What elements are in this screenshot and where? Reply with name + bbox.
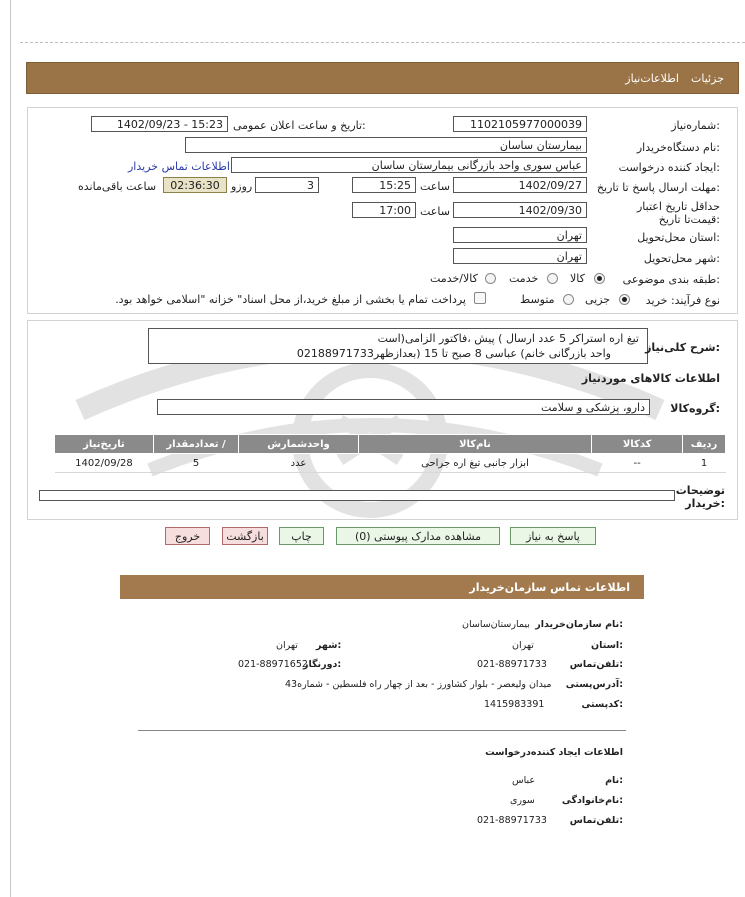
col-goods-name: نام‌کالا: [358, 435, 591, 454]
col-unit: واحدشمارش: [239, 435, 359, 454]
print-button[interactable]: چاپ: [279, 527, 324, 545]
creator-phone-value: 021-88971733: [477, 815, 547, 826]
need-number-label: شماره‌نیاز:: [671, 119, 720, 132]
goods-table: [54, 434, 726, 473]
goods-section-title: اطلاعات کالاهای موردنیاز: [581, 372, 720, 385]
fax-label: دورنگار:: [303, 659, 342, 670]
announce-label: تاریخ و ساعت اعلان عمومی:: [233, 119, 366, 132]
deadline-label: مهلت ارسال پاسخ تا تاریخ:: [596, 181, 720, 194]
postal-label: کد‌پستی:: [581, 699, 623, 710]
contact-section-title: اطلاعات تماس سازمان‌خریدار: [469, 581, 630, 594]
description-line-1: تیغ اره استراکر 5 عدد ارسال ) پیش ،فاکتور الزامی(است: [377, 332, 639, 345]
name-value: عباس: [512, 775, 536, 786]
deadline-time-label: ساعت: [420, 180, 450, 193]
cell-row: 1: [683, 454, 726, 473]
view-documents-button[interactable]: مشاهده مدارک پیوستی (0): [336, 527, 500, 545]
creator-phone-label: تلفن‌تماس:: [569, 815, 623, 826]
price-validity-time-label: ساعت: [420, 205, 450, 218]
table-row[interactable]: [55, 454, 726, 473]
need-info-link[interactable]: اطلاعات‌نیاز: [625, 72, 679, 85]
description-label: شرح کلی‌نیاز:: [645, 341, 720, 354]
family-label: نام‌خانوادگی:: [561, 795, 623, 806]
org-label: نام سازمان‌خریدار:: [535, 619, 623, 630]
process-label: نوع فرآیند: خرید: [645, 294, 720, 307]
contact-province-label: استان:: [591, 640, 623, 651]
fax-value: 021-88971652: [238, 659, 308, 670]
postal-value: 1415983391: [484, 699, 545, 710]
page-header: [26, 62, 739, 94]
creator-field: عباس سوری واحد بازرگانی بیمارستان ساسان: [231, 157, 587, 173]
buyer-org-field: بیمارستان ساسان: [185, 137, 587, 153]
days-label: روزو: [231, 180, 253, 193]
city-field: تهران: [453, 248, 587, 264]
description-line-2: واحد بازرگانی خانم) عباسی 8 صبح تا 15 (بعدازظهر02188971733: [296, 347, 611, 360]
details-link[interactable]: جزئیات: [691, 72, 724, 85]
cell-goods-code: --: [592, 454, 683, 473]
process-partial-radio[interactable]: [619, 294, 630, 305]
exit-button[interactable]: خروج: [165, 527, 210, 545]
reply-button[interactable]: پاسخ به نیاز: [510, 527, 596, 545]
address-label: آدرس‌پستی:: [565, 679, 623, 690]
category-service-label: خدمت: [509, 272, 539, 285]
contact-province-value: تهران: [512, 640, 534, 651]
process-medium-radio[interactable]: [563, 294, 574, 305]
name-label: نام:: [605, 775, 623, 786]
city-label: شهر محل‌تحویل:: [643, 252, 720, 265]
remaining-label: ساعت باقی‌مانده: [78, 180, 157, 193]
category-goods-radio[interactable]: [594, 273, 605, 284]
category-service-radio[interactable]: [547, 273, 558, 284]
goods-table-header: [55, 435, 726, 454]
back-button[interactable]: بازگشت: [222, 527, 268, 545]
buyer-org-label: نام دستگاه‌خریدار:: [636, 141, 720, 154]
deadline-time-field: 15:25: [352, 177, 416, 193]
need-number-field: 1102105977000039: [453, 116, 587, 132]
contact-divider: [138, 730, 626, 731]
goods-group-field: دارو، پزشکی و سلامت: [157, 399, 650, 415]
buyer-contact-link[interactable]: اطلاعات تماس خریدار: [128, 160, 230, 173]
contact-section-header: [120, 575, 644, 599]
remaining-timer: 02:36:30: [163, 177, 227, 193]
price-validity-label: حداقل تاریخ اعتبار قیمت‌تا تاریخ:: [636, 200, 720, 226]
col-goods-code: کدکالا: [592, 435, 683, 454]
top-divider: [20, 42, 745, 43]
buyer-notes-field: [39, 490, 675, 501]
phone-value: 021-88971733: [477, 659, 547, 670]
col-row: ردیف: [683, 435, 726, 454]
price-validity-date-field: 1402/09/30: [453, 202, 587, 218]
address-value: میدان ولیعصر - بلوار کشاورز - بعد از چهار راه فلسطین - شماره43: [285, 679, 552, 690]
cell-goods-name: ابزار جانبی تیغ اره جراحی: [358, 454, 591, 473]
creator-section-title: اطلاعات ایجاد کننده‌درخواست: [485, 747, 623, 758]
org-value: بیمارستان‌ساسان: [462, 619, 530, 630]
province-label: استان محل‌تحویل:: [637, 231, 720, 244]
category-goods-label: کالا: [570, 272, 585, 285]
treasury-payment-note: پرداخت تمام یا بخشی از مبلغ خرید،از محل اسناد" خزانه "اسلامی خواهد بود.: [115, 293, 466, 306]
days-field: 3: [255, 177, 319, 193]
category-both-radio[interactable]: [485, 273, 496, 284]
cell-unit: عدد: [239, 454, 359, 473]
category-label: طبقه بندی موضوعی:: [622, 273, 720, 286]
province-field: تهران: [453, 227, 587, 243]
buyer-notes-label: توضیحات خریدار:: [675, 484, 725, 510]
goods-group-label: گروه‌کالا:: [670, 402, 720, 415]
col-quantity: تعدادمقدار /: [153, 435, 238, 454]
contact-city-value: تهران: [276, 640, 298, 651]
creator-label: ایجاد کننده درخواست:: [618, 161, 720, 174]
cell-need-date: 1402/09/28: [55, 454, 154, 473]
category-both-label: کالا/خدمت: [430, 272, 478, 285]
description-box: [148, 328, 648, 364]
left-border: [10, 0, 11, 897]
process-partial-label: جزیی: [585, 293, 611, 306]
deadline-date-field: 1402/09/27: [453, 177, 587, 193]
price-validity-time-field: 17:00: [352, 202, 416, 218]
announce-field: 1402/09/23 - 15:23: [91, 116, 228, 132]
phone-label: تلفن‌تماس:: [569, 659, 623, 670]
cell-quantity: 5: [153, 454, 238, 473]
treasury-payment-checkbox[interactable]: [474, 292, 486, 304]
process-medium-label: متوسط: [520, 293, 555, 306]
contact-city-label: شهر:: [316, 640, 342, 651]
col-need-date: تاریخ‌نیاز: [55, 435, 154, 454]
family-value: سوری: [510, 795, 535, 806]
